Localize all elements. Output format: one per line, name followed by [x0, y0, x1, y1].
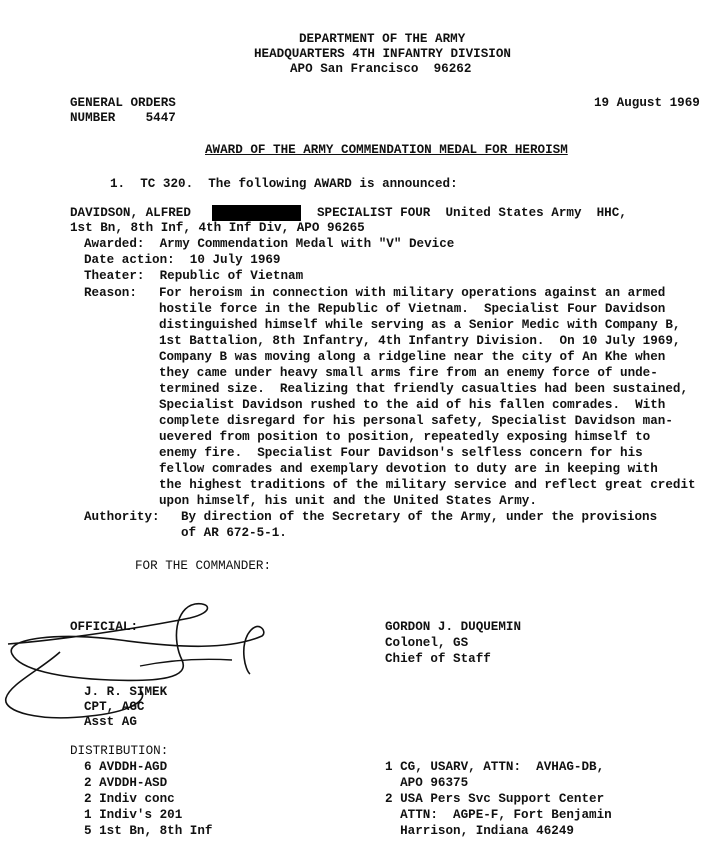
distribution-item: 6 AVDDH-AGD — [84, 760, 168, 774]
reason-line: Company B was moving along a ridgeline near the city of An Khe when — [159, 350, 666, 364]
authority-line-2: of AR 672-5-1. — [181, 526, 287, 540]
distribution-label: DISTRIBUTION: — [70, 744, 169, 758]
paragraph-1: 1. TC 320. The following AWARD is announced: — [110, 177, 458, 191]
reason-line: they came under heavy small arms fire from an enemy force of unde- — [159, 366, 658, 380]
reason-line: enemy fire. Specialist Four Davidson's selfless concern for his — [159, 446, 643, 460]
header-line-1: DEPARTMENT OF THE ARMY — [299, 32, 466, 46]
official-label: OFFICIAL: — [70, 620, 139, 634]
reason-line: 1st Battalion, 8th Infantry, 4th Infantry Division. On 10 July 1969, — [159, 334, 681, 348]
distribution-item: ATTN: AGPE-F, Fort Benjamin — [385, 808, 612, 822]
reason-line: upon himself, his unit and the United States Army. — [159, 494, 537, 508]
distribution-item: Harrison, Indiana 46249 — [385, 824, 574, 838]
recipient-name: DAVIDSON, ALFRED — [70, 206, 191, 220]
for-the-commander: FOR THE COMMANDER: — [135, 559, 272, 573]
commander-name: GORDON J. DUQUEMIN — [385, 620, 522, 634]
distribution-item: APO 96375 — [385, 776, 469, 790]
redaction-bar — [212, 205, 301, 221]
general-orders-label: GENERAL ORDERS — [70, 96, 176, 110]
official-name: J. R. SIMEK — [84, 685, 168, 699]
distribution-item: 2 Indiv conc — [84, 792, 175, 806]
date-action-line: Date action: 10 July 1969 — [84, 253, 281, 267]
distribution-item: 2 USA Pers Svc Support Center — [385, 792, 605, 806]
header-line-2: HEADQUARTERS 4TH INFANTRY DIVISION — [254, 47, 511, 61]
authority-label: Authority: — [84, 510, 160, 524]
reason-line: the highest traditions of the military service and reflect great credit — [159, 478, 696, 492]
reason-line: hostile force in the Republic of Vietnam. Specialist Four Davidson — [159, 302, 666, 316]
award-subject: AWARD OF THE ARMY COMMENDATION MEDAL FOR HEROISM — [205, 143, 568, 157]
reason-line: uevered from position to position, repeatedly exposing himself to — [159, 430, 651, 444]
orders-date: 19 August 1969 — [594, 96, 700, 110]
distribution-item: 2 AVDDH-ASD — [84, 776, 168, 790]
distribution-item: 5 1st Bn, 8th Inf — [84, 824, 213, 838]
commander-title: Chief of Staff — [385, 652, 491, 666]
distribution-item: 1 CG, USARV, ATTN: AVHAG-DB, — [385, 760, 605, 774]
official-rank: CPT, AGC — [84, 700, 145, 714]
reason-line: distinguished himself while serving as a Senior Medic with Company B, — [159, 318, 681, 332]
recipient-rank: SPECIALIST FOUR United States Army HHC, — [317, 206, 627, 220]
awarded-line: Awarded: Army Commendation Medal with "V" Device — [84, 237, 455, 251]
distribution-item: 1 Indiv's 201 — [84, 808, 183, 822]
reason-line: complete disregard for his personal safety, Specialist Davidson man- — [159, 414, 673, 428]
reason-line: termined size. Realizing that friendly casualties had been sustained, — [159, 382, 689, 396]
reason-line: Specialist Davidson rushed to the aid of his fallen comrades. With — [159, 398, 666, 412]
reason-line: For heroism in connection with military operations against an armed — [159, 286, 666, 300]
reason-line: fellow comrades and exemplary devotion to duty are in keeping with — [159, 462, 658, 476]
reason-label: Reason: — [84, 286, 137, 300]
commander-rank: Colonel, GS — [385, 636, 469, 650]
authority-line-1: By direction of the Secretary of the Army, under the provisions — [181, 510, 658, 524]
header-line-3: APO San Francisco 96262 — [290, 62, 472, 76]
orders-number: NUMBER 5447 — [70, 111, 176, 125]
recipient-unit: 1st Bn, 8th Inf, 4th Inf Div, APO 96265 — [70, 221, 365, 235]
official-title: Asst AG — [84, 715, 137, 729]
theater-line: Theater: Republic of Vietnam — [84, 269, 304, 283]
signature-scribble — [0, 600, 300, 730]
